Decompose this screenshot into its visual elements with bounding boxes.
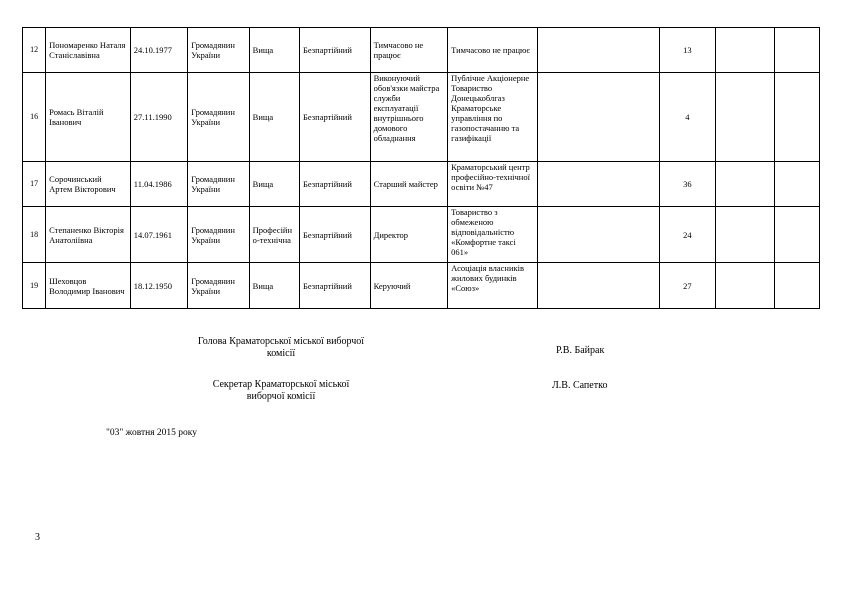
extra-cell <box>774 263 819 309</box>
education: Вища <box>249 263 299 309</box>
birth-date: 14.07.1961 <box>130 207 187 263</box>
address-cell <box>537 263 659 309</box>
citizenship: Громадянин України <box>188 28 249 73</box>
education: Професійно-технічна <box>249 207 299 263</box>
citizenship: Громадянин України <box>188 263 249 309</box>
chair-title: Голова Краматорської міської виборчої комісії <box>197 336 365 359</box>
birth-date: 11.04.1986 <box>130 162 187 207</box>
candidates-table <box>22 27 820 309</box>
district-number: 24 <box>659 207 715 263</box>
document-date: "03" жовтня 2015 року <box>106 428 198 438</box>
position: Директор <box>370 207 448 263</box>
extra-cell <box>774 162 819 207</box>
row-number: 17 <box>23 162 46 207</box>
extra-cell <box>774 73 819 162</box>
district-number: 36 <box>659 162 715 207</box>
workplace: Краматорський центр професійно-технічної освіти №47 <box>448 162 538 207</box>
candidate-name: Сорочинський Артем Вікторович <box>46 162 131 207</box>
address-cell <box>537 28 659 73</box>
birth-date: 27.11.1990 <box>130 73 187 162</box>
position: Виконуючий обов'язки майстра служби експлуатації внутрішнього домового обладнання <box>370 73 448 162</box>
position: Тимчасово не працює <box>370 28 448 73</box>
district-number: 13 <box>659 28 715 73</box>
education: Вища <box>249 73 299 162</box>
secretary-title: Секретар Краматорської міської виборчої комісії <box>212 379 350 402</box>
district-number: 27 <box>659 263 715 309</box>
workplace: Асоціація власників жилових будинків «Союз» <box>448 263 538 309</box>
chair-name: Р.В. Байрак <box>556 345 605 356</box>
citizenship: Громадянин України <box>188 162 249 207</box>
table-row <box>23 28 820 73</box>
table-row <box>23 73 820 162</box>
table-row <box>23 207 820 263</box>
party: Безпартійний <box>300 73 371 162</box>
row-number: 18 <box>23 207 46 263</box>
position: Старший майстер <box>370 162 448 207</box>
extra-cell <box>716 162 774 207</box>
row-number: 12 <box>23 28 46 73</box>
secretary-name: Л.В. Сапетко <box>552 380 608 391</box>
candidate-name: Ромась Віталій Іванович <box>46 73 131 162</box>
workplace: Публічне Акціонерне Товариство Донецькоблгаз Краматорське управління по газопостачанню та газифікації <box>448 73 538 162</box>
address-cell <box>537 162 659 207</box>
workplace: Товариство з обмеженою відповідальністю «Комфортне таксі 061» <box>448 207 538 263</box>
party: Безпартійний <box>300 263 371 309</box>
district-number: 4 <box>659 73 715 162</box>
candidate-name: Степаненко Вікторія Анатоліївна <box>46 207 131 263</box>
workplace: Тимчасово не працює <box>448 28 538 73</box>
table-row <box>23 162 820 207</box>
citizenship: Громадянин України <box>188 207 249 263</box>
candidate-name: Шеховцов Володимир Іванович <box>46 263 131 309</box>
extra-cell <box>716 263 774 309</box>
candidate-name: Пономаренко Наталя Станіславівна <box>46 28 131 73</box>
party: Безпартійний <box>300 207 371 263</box>
extra-cell <box>716 73 774 162</box>
page-number: 3 <box>35 532 40 543</box>
extra-cell <box>716 207 774 263</box>
table-row <box>23 263 820 309</box>
row-number: 16 <box>23 73 46 162</box>
extra-cell <box>716 28 774 73</box>
extra-cell <box>774 207 819 263</box>
extra-cell <box>774 28 819 73</box>
party: Безпартійний <box>300 162 371 207</box>
address-cell <box>537 73 659 162</box>
row-number: 19 <box>23 263 46 309</box>
position: Керуючий <box>370 263 448 309</box>
education: Вища <box>249 162 299 207</box>
birth-date: 18.12.1950 <box>130 263 187 309</box>
party: Безпартійний <box>300 28 371 73</box>
address-cell <box>537 207 659 263</box>
citizenship: Громадянин України <box>188 73 249 162</box>
birth-date: 24.10.1977 <box>130 28 187 73</box>
education: Вища <box>249 28 299 73</box>
